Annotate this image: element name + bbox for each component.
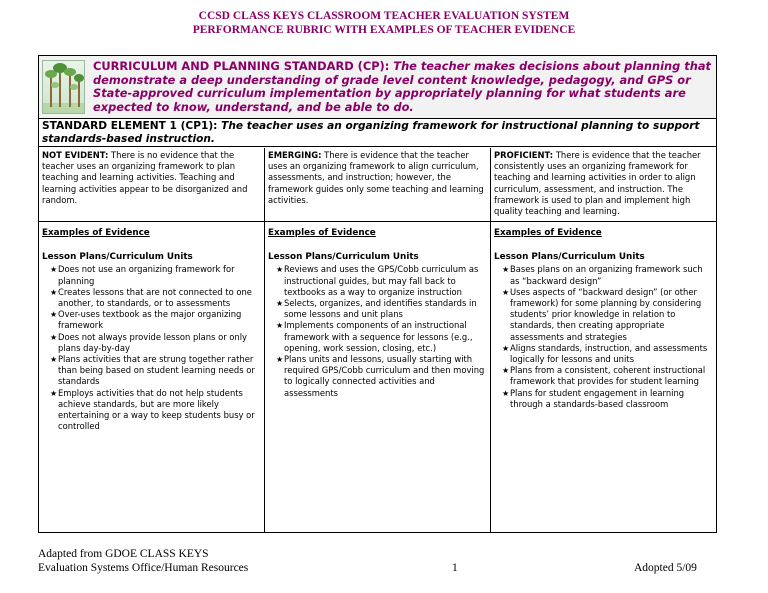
evidence-list [42, 264, 261, 432]
star-bullet-icon: ★ [276, 299, 284, 309]
standard-banner [39, 56, 716, 119]
document-header [0, 9, 768, 37]
star-bullet-icon: ★ [502, 287, 510, 297]
star-bullet-icon: ★ [502, 388, 510, 398]
level-label: NOT EVIDENT: [42, 150, 109, 160]
list-item: ★Plans units and lessons, usually starting with required GPS/Cobb curriculum and then moving to logically connected activities and assessments [276, 354, 485, 398]
rubric-table [38, 55, 717, 533]
star-bullet-icon: ★ [502, 343, 510, 353]
star-bullet-icon: ★ [50, 310, 58, 320]
examples-subheading: Lesson Plans/Curriculum Units [494, 252, 645, 263]
star-bullet-icon: ★ [50, 287, 58, 297]
level-description [265, 148, 490, 222]
examples-section [265, 222, 490, 402]
element-title: STANDARD ELEMENT 1 (CP1): [42, 120, 218, 132]
star-bullet-icon: ★ [50, 355, 58, 365]
list-item: ★Does not use an organizing framework for planning [50, 264, 235, 286]
evidence-list [268, 264, 487, 398]
level-description [39, 148, 264, 222]
list-item: ★Uses aspects of “backward design” (or other framework) for some planning by considering students’ prior knowledge in relation to standards, then creating appropriate assessments and strategies [502, 286, 702, 342]
standard-heading [93, 60, 711, 114]
column-proficient [491, 148, 716, 532]
examples-title: Examples of Evidence [42, 228, 150, 238]
column-emerging [265, 148, 491, 532]
list-item: ★Aligns standards, instruction, and assessments logically for lessons and units [502, 342, 708, 365]
examples-subheading: Lesson Plans/Curriculum Units [268, 252, 419, 263]
standard-text: The teacher makes decisions about planning that demonstrate a deep understanding of grade level content knowledge, pedagogy, and GPS or State-approved curriculum implementation by appropriately planning for what students are expected to know, understand, and be able to do. [93, 59, 711, 114]
standard-title: CURRICULUM AND PLANNING STANDARD (CP): [93, 59, 390, 73]
level-text: There is evidence that the teacher uses an organizing framework to align curriculum, assessments, and instruction; however, the framework guides only some teaching and learning activities. [268, 150, 484, 205]
examples-title: Examples of Evidence [268, 228, 376, 238]
star-bullet-icon: ★ [276, 265, 284, 275]
list-item: ★Does not always provide lesson plans or only plans day-by-day [50, 331, 248, 353]
level-text: There is no evidence that the teacher uses an organizing framework to plan teaching and learning activities. Teaching and learning activities appear to be disorganized and random. [42, 150, 248, 205]
list-item: ★Plans for student engagement in learning through a standards-based classroom [502, 387, 685, 409]
level-label: PROFICIENT: [494, 150, 554, 160]
footer-line-2: Evaluation Systems Office/Human Resources [38, 562, 249, 574]
list-item: ★Plans activities that are strung together rather than being based on student learning needs or standards [50, 354, 255, 387]
star-bullet-icon: ★ [50, 265, 58, 275]
list-item: ★Employs activities that do not help students achieve standards, but are more likely entertaining or a way to keep students busy or controlled [50, 387, 255, 432]
header-line-1: CCSD CLASS KEYS CLASSROOM TEACHER EVALUATION SYSTEM [198, 10, 570, 22]
examples-section [39, 222, 264, 435]
header-line-2: PERFORMANCE RUBRIC WITH EXAMPLES OF TEACHER EVIDENCE [192, 24, 576, 36]
examples-title: Examples of Evidence [494, 228, 602, 238]
list-item: ★Selects, organizes, and identifies standards in some lessons and unit plans [276, 298, 477, 320]
adopted-date: Adopted 5/09 [634, 562, 697, 574]
page-number: 1 [452, 562, 458, 574]
star-bullet-icon: ★ [502, 265, 510, 275]
star-bullet-icon: ★ [50, 332, 58, 342]
list-item: ★Creates lessons that are not connected to one another, to standards, or to assessments [50, 286, 252, 309]
standard-element [39, 119, 716, 147]
level-text: There is evidence that the teacher consistently uses an organizing framework for teaching and learning activities in order to align curriculum, assessment, and instruction. The framework is used to plan and implement high quality teaching and learning. [494, 150, 701, 217]
list-item: ★Bases plans on an organizing framework such as “backward design” [502, 264, 703, 286]
column-not-evident [39, 148, 265, 532]
star-bullet-icon: ★ [502, 366, 510, 376]
list-item: ★Plans from a consistent, coherent instructional framework that provides for student learning [502, 365, 706, 387]
level-label: EMERGING: [268, 150, 322, 160]
list-item: ★Reviews and uses the GPS/Cobb curriculum as instructional guides, but may fall back to textbooks as a way to organize instruction [276, 264, 479, 297]
trees-logo-icon [42, 60, 85, 114]
star-bullet-icon: ★ [276, 355, 284, 365]
star-bullet-icon: ★ [276, 321, 284, 331]
footer-left [38, 547, 248, 575]
level-description [491, 148, 716, 222]
element-text: The teacher uses an organizing framework for instructional planning to support standards-based instruction. [42, 120, 700, 145]
list-item: ★Over-uses textbook as the major organizing framework [50, 309, 242, 331]
evidence-list [494, 264, 713, 410]
star-bullet-icon: ★ [50, 388, 58, 398]
examples-section [491, 222, 716, 413]
list-item: ★Implements components of an instructional framework with a sequence for lessons (e.g., opening, work session, closing, etc.) [276, 320, 473, 353]
examples-subheading: Lesson Plans/Curriculum Units [42, 252, 193, 263]
footer-line-1: Adapted from GDOE CLASS KEYS [38, 548, 209, 560]
